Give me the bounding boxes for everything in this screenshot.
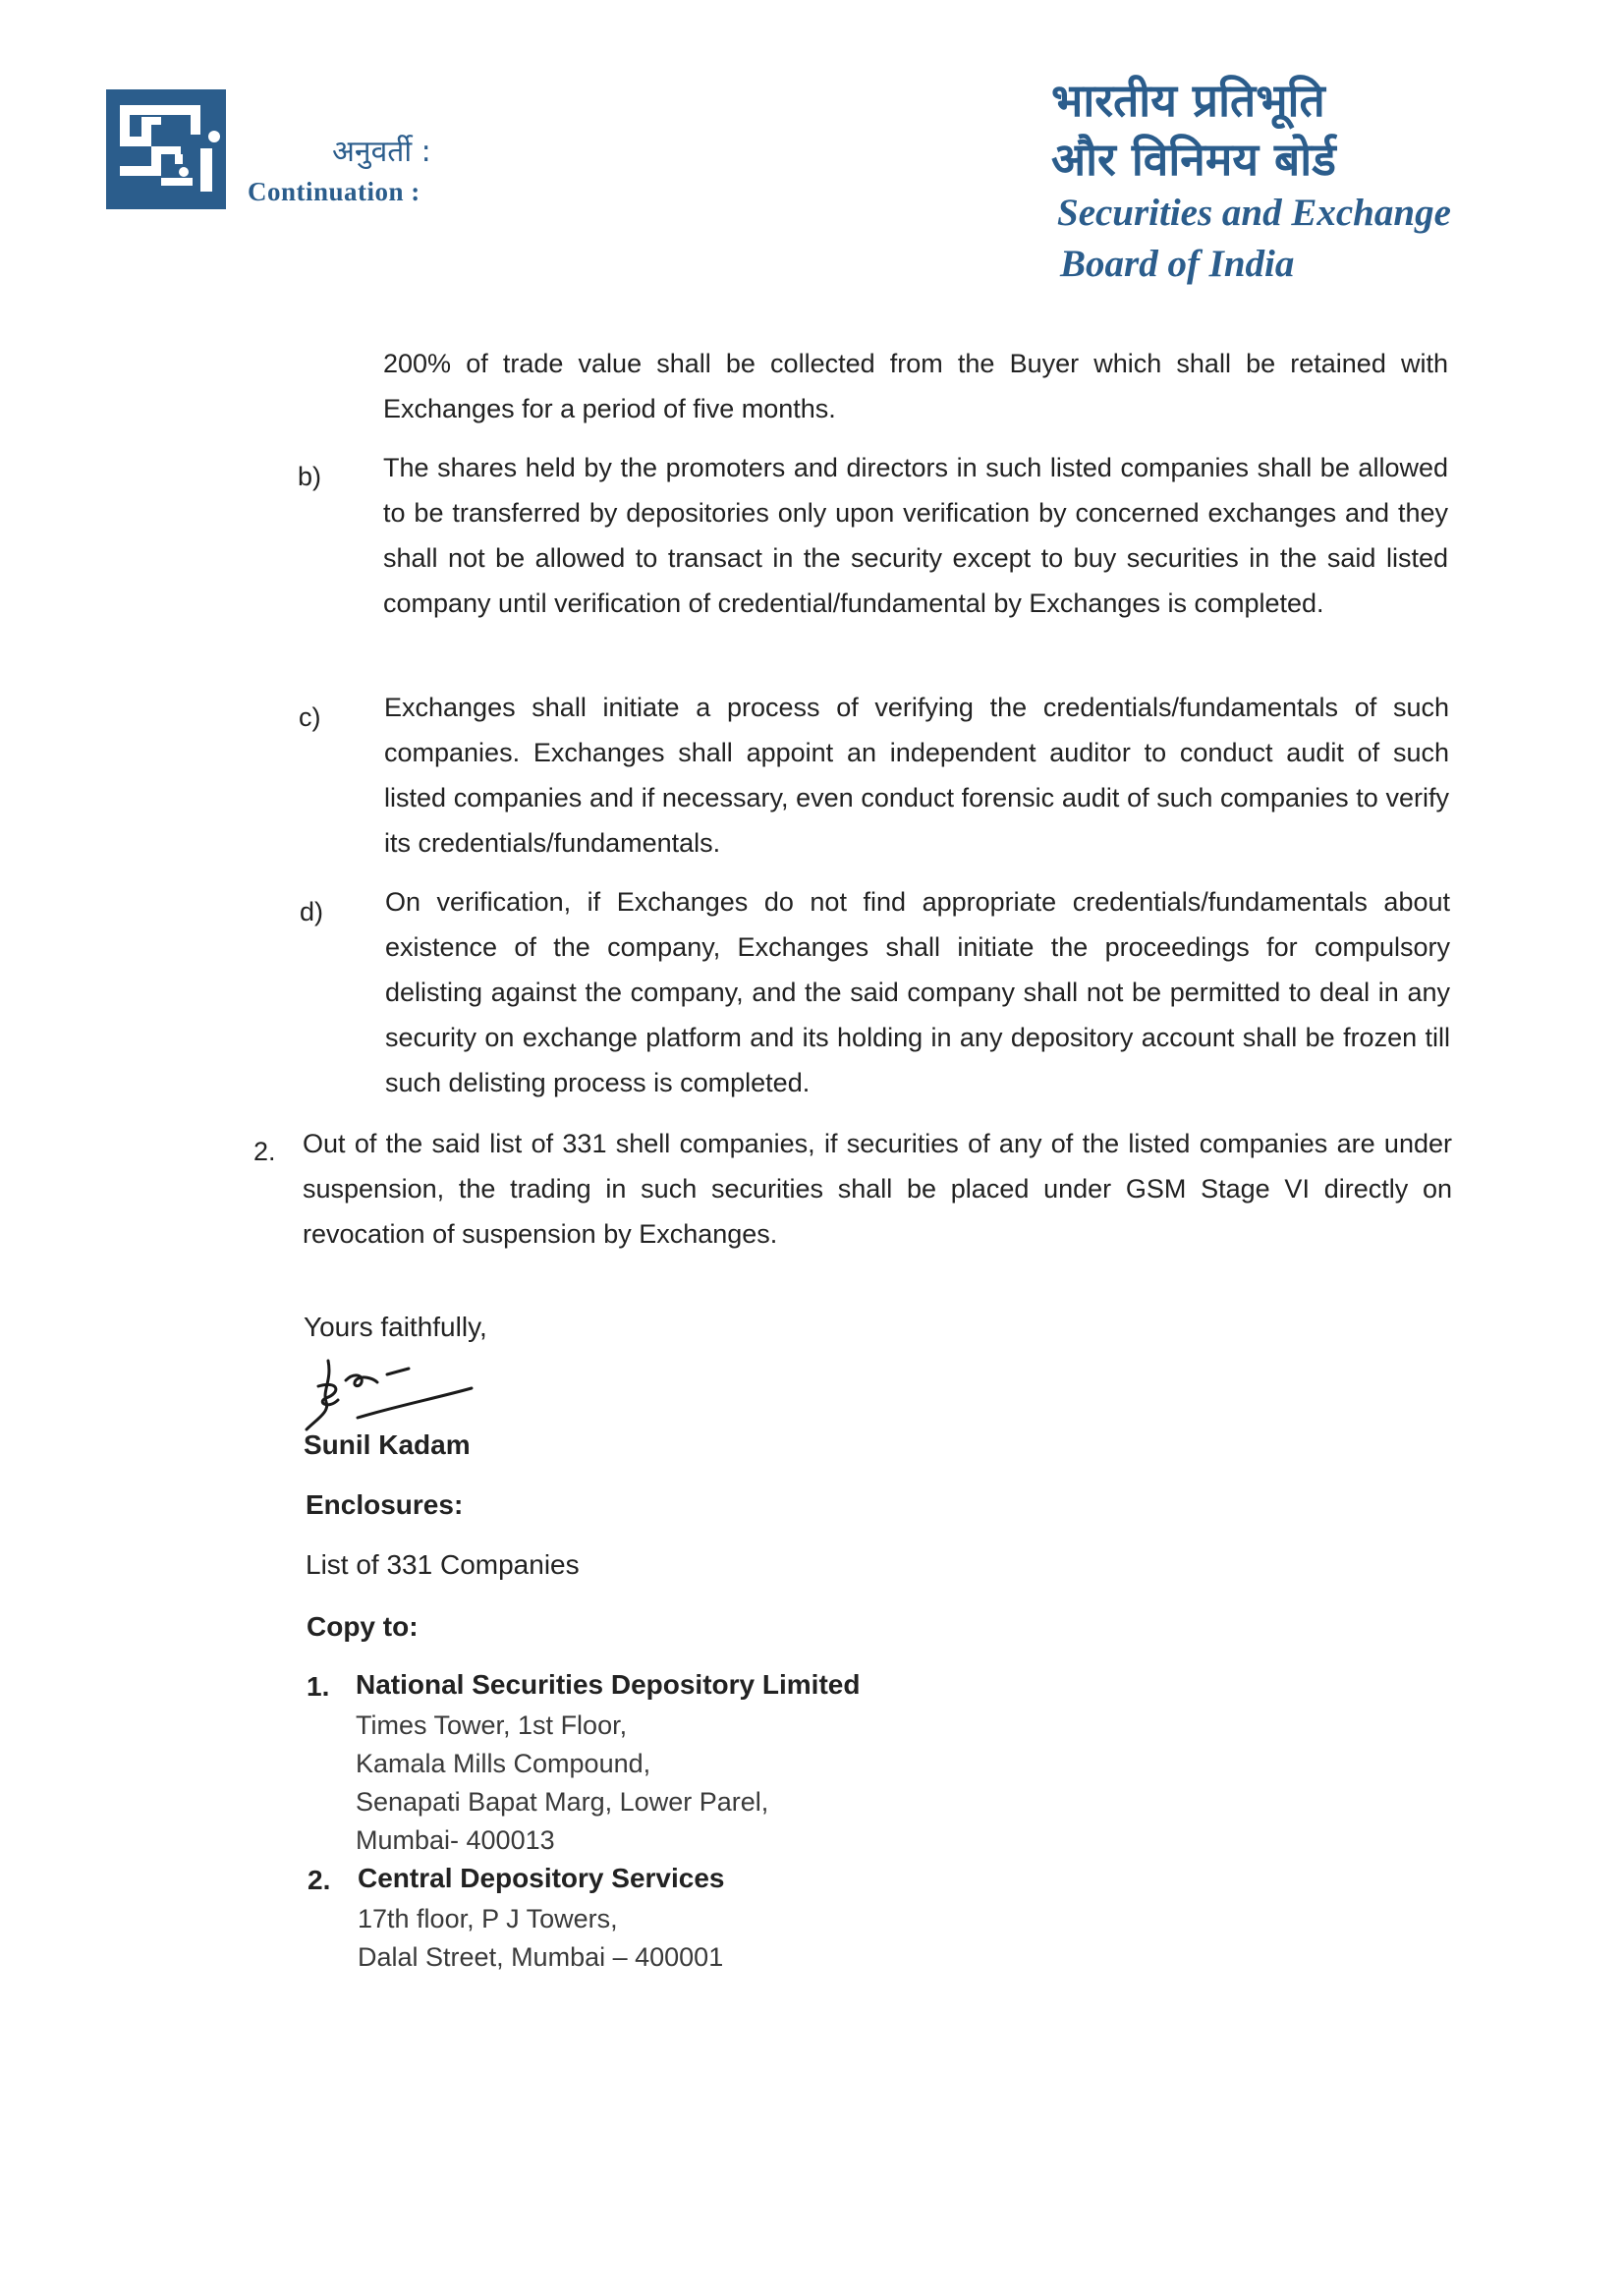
copy-to-name: National Securities Depository Limited (356, 1669, 861, 1700)
address-line: Kamala Mills Compound, (356, 1749, 651, 1778)
address-line: Senapati Bapat Marg, Lower Parel, (356, 1787, 769, 1817)
sebi-logo (106, 89, 226, 209)
org-name-line1: Securities and Exchange (1057, 192, 1451, 234)
address-line: Times Tower, 1st Floor, (356, 1710, 628, 1740)
sebi-logo-icon (106, 89, 226, 209)
copy-to-name: Central Depository Services (358, 1863, 725, 1893)
signature-icon (299, 1351, 495, 1439)
sub-item-text: On verification, if Exchanges do not find appropriate credentials/fundamentals about existence of the company, Exchanges shall initiate the proceedings for compulsory delisting against the company, and the said company shall not be permitted to deal in any security on exchange platform and its holding in any depository account shall be frozen till such delisting process is completed. (385, 887, 1450, 1097)
numbered-item-text: Out of the said list of 331 shell companies, if securities of any of the listed companies are under suspension, the trading in such securities shall be placed under GSM Stage VI directly on revocation of suspension by Exchanges. (303, 1129, 1452, 1249)
enclosures-value: List of 331 Companies (306, 1549, 580, 1580)
sub-item-label: d) (300, 897, 324, 926)
address-line: 17th floor, P J Towers, (358, 1904, 618, 1933)
continuation-label-hindi: अनुवर्ती : (332, 135, 431, 169)
org-name-hindi-line2: और विनिमय बोर्ड (1051, 133, 1336, 186)
salutation: Yours faithfully, (304, 1312, 487, 1342)
copy-to-address (356, 1707, 768, 1860)
signer-name: Sunil Kadam (304, 1429, 471, 1460)
address-line: Mumbai- 400013 (356, 1825, 555, 1855)
copy-to-address (358, 1900, 723, 1977)
copy-to-label: Copy to: (307, 1611, 419, 1642)
copy-to-number: 2. (308, 1865, 331, 1895)
enclosures-label: Enclosures: (306, 1489, 464, 1520)
continued-paragraph: 200% of trade value shall be collected from the Buyer which shall be retained with Exchanges for a period of five months. (383, 349, 1448, 423)
continuation-label: Continuation : (248, 177, 420, 206)
signature (299, 1351, 495, 1439)
copy-to-number: 1. (307, 1671, 330, 1702)
sub-item-label: c) (299, 702, 321, 732)
org-name-hindi-line1: भारतीय प्रतिभूति (1051, 74, 1325, 127)
sub-item-label: b) (298, 462, 322, 491)
org-name-line2: Board of India (1060, 243, 1295, 285)
sub-item-text: Exchanges shall initiate a process of verifying the credentials/fundamentals of such companies. Exchanges shall appoint an independent auditor to conduct audit of such listed companies and if necessary, even conduct forensic audit of such companies to verify its credentials/fundamentals. (384, 693, 1449, 858)
numbered-item-label: 2. (253, 1137, 276, 1166)
sub-item-text: The shares held by the promoters and directors in such listed companies shall be allowed to be transferred by depositories only upon verification by concerned exchanges and they shall not be allowed to transact in the security except to buy securities in the said listed company until verification of credential/fundamental by Exchanges is completed. (383, 453, 1448, 618)
address-line: Dalal Street, Mumbai – 400001 (358, 1942, 724, 1972)
